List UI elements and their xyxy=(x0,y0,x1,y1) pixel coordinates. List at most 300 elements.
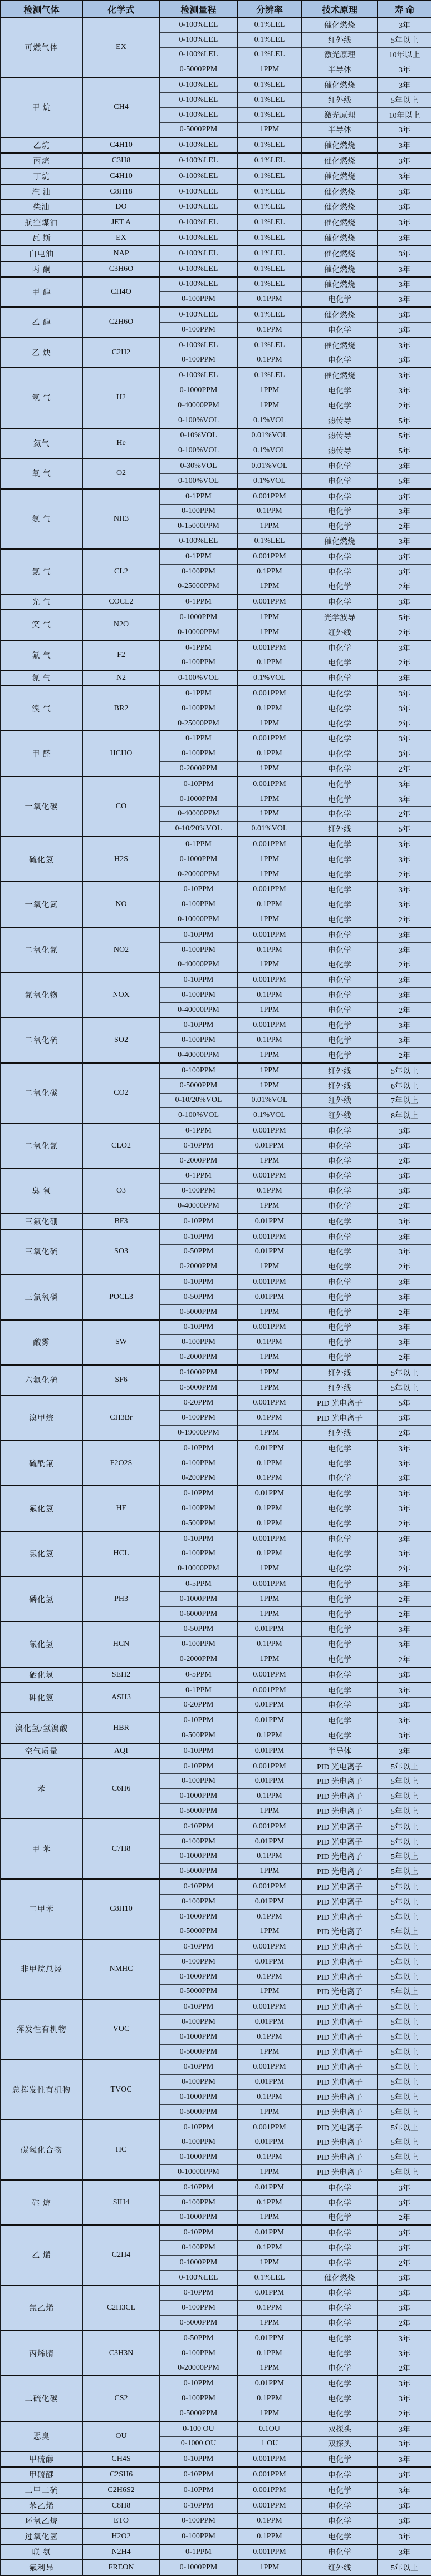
lifespan-cell: 3年 xyxy=(378,746,431,762)
resolution-cell: 0.1PPM xyxy=(237,353,302,368)
principle-cell: 红外线 xyxy=(302,822,378,837)
table-row xyxy=(1,549,431,564)
resolution-cell: 0.001PPM xyxy=(237,2498,302,2514)
table-row xyxy=(1,307,431,322)
lifespan-cell: 5年以上 xyxy=(378,2135,431,2150)
formula-cell: N2H4 xyxy=(82,2544,160,2560)
gas-name-cell: 甲 醇 xyxy=(1,277,82,308)
lifespan-cell: 2年 xyxy=(378,655,431,670)
resolution-cell: 1PPM xyxy=(237,1002,302,1017)
lifespan-cell: 10年以上 xyxy=(378,47,431,62)
range-cell: 0-1PPM xyxy=(160,549,237,564)
formula-cell: POCL3 xyxy=(82,1274,160,1319)
lifespan-cell: 2年 xyxy=(378,716,431,731)
principle-cell: 催化燃烧 xyxy=(302,184,378,200)
formula-cell: HF xyxy=(82,1486,160,1531)
principle-cell: 电化学 xyxy=(302,579,378,594)
range-cell: 0-10000PPM xyxy=(160,625,237,640)
resolution-cell: 1PPM xyxy=(237,1591,302,1606)
gas-name-cell: 三氟化硼 xyxy=(1,1214,82,1229)
lifespan-cell: 2年 xyxy=(378,1591,431,1606)
gas-name-cell: 氯乙烯 xyxy=(1,2286,82,2331)
range-cell: 0-10PPM xyxy=(160,2286,237,2301)
resolution-cell: 0.1%VOL xyxy=(237,443,302,458)
range-cell: 0-1000PPM xyxy=(160,2150,237,2165)
resolution-cell: 0.1%LEL xyxy=(237,169,302,184)
principle-cell: 电化学 xyxy=(302,2483,378,2498)
range-cell: 0-10PPM xyxy=(160,927,237,942)
resolution-cell: 1PPM xyxy=(237,2210,302,2225)
range-cell: 0-5PPM xyxy=(160,1667,237,1683)
range-cell: 0-40000PPM xyxy=(160,398,237,413)
principle-cell: 催化燃烧 xyxy=(302,534,378,549)
principle-cell: 电化学 xyxy=(302,1320,378,1335)
column-header-3: 分辨率 xyxy=(237,1,302,17)
resolution-cell: 0.1PPM xyxy=(237,1546,302,1561)
resolution-cell: 1PPM xyxy=(237,2316,302,2331)
principle-cell: 电化学 xyxy=(302,777,378,792)
gas-name-cell: 砷化氢 xyxy=(1,1683,82,1713)
principle-cell: PID 光电离子 xyxy=(302,2090,378,2105)
resolution-cell: 1PPM xyxy=(237,1078,302,1093)
lifespan-cell: 3年 xyxy=(378,1621,431,1636)
table-row xyxy=(1,594,431,610)
range-cell: 0-6000PPM xyxy=(160,1606,237,1621)
resolution-cell: 1PPM xyxy=(237,792,302,807)
table-row xyxy=(1,1999,431,2014)
range-cell: 0-2000PPM xyxy=(160,1652,237,1667)
resolution-cell: 0.1%LEL xyxy=(237,307,302,322)
resolution-cell: 0.1PPM xyxy=(237,322,302,337)
formula-cell: AQI xyxy=(82,1743,160,1759)
principle-cell: 红外线 xyxy=(302,32,378,47)
lifespan-cell: 3年 xyxy=(378,686,431,701)
resolution-cell: 0.001PPM xyxy=(237,640,302,655)
range-cell: 0-10PPM xyxy=(160,1441,237,1456)
lifespan-cell: 3年 xyxy=(378,1138,431,1153)
resolution-cell: 0.001PPM xyxy=(237,1229,302,1244)
lifespan-cell: 2年 xyxy=(378,1304,431,1319)
principle-cell: 电化学 xyxy=(302,731,378,746)
formula-cell: EX xyxy=(82,230,160,246)
resolution-cell: 0.001PPM xyxy=(237,882,302,897)
lifespan-cell: 3年 xyxy=(378,701,431,716)
resolution-cell: 0.001PPM xyxy=(237,1320,302,1335)
principle-cell: 电化学 xyxy=(302,2180,378,2195)
resolution-cell: 0.1PPM xyxy=(237,2029,302,2044)
range-cell: 0-5000PPM xyxy=(160,1924,237,1939)
resolution-cell: 1PPM xyxy=(237,625,302,640)
resolution-cell: 1PPM xyxy=(237,1864,302,1879)
range-cell: 0-5000PPM xyxy=(160,2406,237,2421)
principle-cell: 电化学 xyxy=(302,852,378,867)
range-cell: 0-25000PPM xyxy=(160,716,237,731)
range-cell: 0-10000PPM xyxy=(160,1561,237,1576)
gas-name-cell: 硫酰氟 xyxy=(1,1441,82,1486)
resolution-cell: 1 OU xyxy=(237,2436,302,2451)
principle-cell: 电化学 xyxy=(302,2346,378,2361)
range-cell: 0-10PPM xyxy=(160,1274,237,1289)
gas-name-cell: 硒化氢 xyxy=(1,1667,82,1683)
table-row xyxy=(1,2560,431,2575)
formula-cell: ETO xyxy=(82,2513,160,2529)
principle-cell: 电化学 xyxy=(302,1123,378,1138)
table-row xyxy=(1,1123,431,1138)
gas-name-cell: 三氧化硫 xyxy=(1,1229,82,1274)
lifespan-cell: 5年 xyxy=(378,443,431,458)
table-row xyxy=(1,1063,431,1078)
principle-cell: 红外线 xyxy=(302,1426,378,1441)
gas-name-cell: 航空煤油 xyxy=(1,215,82,230)
range-cell: 0-100%LEL xyxy=(160,32,237,47)
table-row xyxy=(1,277,431,292)
lifespan-cell: 3年 xyxy=(378,1531,431,1546)
range-cell: 0-2000PPM xyxy=(160,762,237,777)
range-cell: 0-100%LEL xyxy=(160,277,237,292)
principle-cell: 电化学 xyxy=(302,792,378,807)
resolution-cell: 1PPM xyxy=(237,1606,302,1621)
formula-cell: PH3 xyxy=(82,1576,160,1621)
formula-cell: TVOC xyxy=(82,2060,160,2120)
lifespan-cell: 3年 xyxy=(378,292,431,307)
resolution-cell: 1PPM xyxy=(237,122,302,137)
resolution-cell: 0.001PPM xyxy=(237,1274,302,1289)
gas-name-cell: 总挥发性有机物 xyxy=(1,2060,82,2120)
lifespan-cell: 5年以上 xyxy=(378,2060,431,2075)
resolution-cell: 1PPM xyxy=(237,1426,302,1441)
principle-cell: 电化学 xyxy=(302,1637,378,1652)
table-row xyxy=(1,2421,431,2436)
gas-name-cell: 丙 酮 xyxy=(1,261,82,277)
principle-cell: 电化学 xyxy=(302,2210,378,2225)
range-cell: 0-10PPM xyxy=(160,1320,237,1335)
range-cell: 0-10000PPM xyxy=(160,2165,237,2180)
lifespan-cell: 3年 xyxy=(378,1486,431,1501)
principle-cell: 电化学 xyxy=(302,686,378,701)
lifespan-cell: 3年 xyxy=(378,2529,431,2544)
lifespan-cell: 5年以上 xyxy=(378,2029,431,2044)
resolution-cell: 0.01PPM xyxy=(237,2376,302,2391)
principle-cell: 电化学 xyxy=(302,746,378,762)
range-cell: 0-10PPM xyxy=(160,777,237,792)
resolution-cell: 0.01PPM xyxy=(237,1214,302,1229)
lifespan-cell: 3年 xyxy=(378,2331,431,2346)
formula-cell: CH4S xyxy=(82,2451,160,2467)
formula-cell: CLO2 xyxy=(82,1123,160,1168)
table-row xyxy=(1,428,431,443)
formula-cell: NOX xyxy=(82,972,160,1017)
range-cell: 0-100PPM xyxy=(160,2195,237,2210)
range-cell: 0-100%VOL xyxy=(160,473,237,488)
resolution-cell: 0.1PPM xyxy=(237,2090,302,2105)
range-cell: 0-1000PPM xyxy=(160,792,237,807)
resolution-cell: 0.1PPM xyxy=(237,564,302,579)
resolution-cell: 1PPM xyxy=(237,398,302,413)
principle-cell: 电化学 xyxy=(302,1289,378,1304)
principle-cell: 催化燃烧 xyxy=(302,368,378,383)
resolution-cell: 0.001PPM xyxy=(237,1939,302,1954)
principle-cell: PID 光电离子 xyxy=(302,2120,378,2135)
resolution-cell: 0.001PPM xyxy=(237,1396,302,1411)
principle-cell: 红外线 xyxy=(302,1108,378,1123)
lifespan-cell: 5年以上 xyxy=(378,1984,431,1999)
principle-cell: 电化学 xyxy=(302,1561,378,1576)
formula-cell: C7H8 xyxy=(82,1819,160,1879)
range-cell: 0-10/20%VOL xyxy=(160,1093,237,1108)
table-row xyxy=(1,972,431,987)
range-cell: 0-100PPM xyxy=(160,1184,237,1199)
table-row xyxy=(1,2060,431,2075)
lifespan-cell: 5年以上 xyxy=(378,1759,431,1774)
table-row xyxy=(1,1683,431,1698)
resolution-cell: 0.1PPM xyxy=(237,1184,302,1199)
range-cell: 0-20000PPM xyxy=(160,2361,237,2376)
resolution-cell: 0.001PPM xyxy=(237,1576,302,1591)
range-cell: 0-1PPM xyxy=(160,2544,237,2560)
principle-cell: 电化学 xyxy=(302,1698,378,1713)
range-cell: 0-50PPM xyxy=(160,1289,237,1304)
gas-name-cell: 二甲苯 xyxy=(1,1879,82,1939)
formula-cell: SF6 xyxy=(82,1365,160,1396)
table-row xyxy=(1,1486,431,1501)
gas-name-cell: 恶臭 xyxy=(1,2421,82,2452)
resolution-cell: 1PPM xyxy=(237,852,302,867)
principle-cell: 电化学 xyxy=(302,942,378,957)
table-row xyxy=(1,200,431,215)
principle-cell: 电化学 xyxy=(302,1486,378,1501)
formula-cell: BF3 xyxy=(82,1214,160,1229)
range-cell: 0-2000PPM xyxy=(160,1350,237,1365)
principle-cell: 催化燃烧 xyxy=(302,338,378,353)
principle-cell: PID 光电离子 xyxy=(302,1411,378,1426)
principle-cell: PID 光电离子 xyxy=(302,1789,378,1804)
table-row xyxy=(1,77,431,92)
gas-name-cell: 非甲烷总烃 xyxy=(1,1939,82,1999)
principle-cell: PID 光电离子 xyxy=(302,1879,378,1894)
range-cell: 0-100%LEL xyxy=(160,107,237,122)
lifespan-cell: 5年以上 xyxy=(378,2090,431,2105)
principle-cell: 电化学 xyxy=(302,1018,378,1033)
range-cell: 0-1000PPM xyxy=(160,1909,237,1924)
table-row xyxy=(1,2225,431,2240)
resolution-cell: 1PPM xyxy=(237,1048,302,1063)
resolution-cell: 0.1PPM xyxy=(237,1456,302,1471)
gas-name-cell: 磷化氢 xyxy=(1,1576,82,1621)
lifespan-cell: 3年 xyxy=(378,1169,431,1184)
principle-cell: 电化学 xyxy=(302,519,378,534)
formula-cell: CL2 xyxy=(82,549,160,594)
range-cell: 0-100%LEL xyxy=(160,307,237,322)
range-cell: 0-1000PPM xyxy=(160,610,237,625)
table-row xyxy=(1,2467,431,2483)
lifespan-cell: 3年 xyxy=(378,1289,431,1304)
principle-cell: 电化学 xyxy=(302,292,378,307)
lifespan-cell: 3年 xyxy=(378,564,431,579)
table-row xyxy=(1,1939,431,1954)
range-cell: 0-10PPM xyxy=(160,1018,237,1033)
resolution-cell: 1PPM xyxy=(237,912,302,927)
resolution-cell: 0.1%LEL xyxy=(237,47,302,62)
formula-cell: FREON xyxy=(82,2560,160,2575)
lifespan-cell: 3年 xyxy=(378,184,431,200)
resolution-cell: 1PPM xyxy=(237,762,302,777)
gas-name-cell: 六氟化硫 xyxy=(1,1365,82,1396)
formula-cell: C2H6O xyxy=(82,307,160,338)
lifespan-cell: 5年以上 xyxy=(378,1063,431,1078)
resolution-cell: 0.1%LEL xyxy=(237,2270,302,2285)
lifespan-cell: 2年 xyxy=(378,1153,431,1168)
resolution-cell: 0.1PPM xyxy=(237,504,302,519)
lifespan-cell: 5年 xyxy=(378,822,431,837)
principle-cell: 电化学 xyxy=(302,2255,378,2270)
table-row xyxy=(1,640,431,655)
resolution-cell: 1PPM xyxy=(237,1984,302,1999)
table-row xyxy=(1,927,431,942)
lifespan-cell: 3年 xyxy=(378,2225,431,2240)
range-cell: 0-100PPM xyxy=(160,942,237,957)
lifespan-cell: 3年 xyxy=(378,1683,431,1698)
lifespan-cell: 5年以上 xyxy=(378,2165,431,2180)
range-cell: 0-100PPM xyxy=(160,2529,237,2544)
table-row xyxy=(1,2529,431,2544)
lifespan-cell: 3年 xyxy=(378,261,431,277)
lifespan-cell: 3年 xyxy=(378,2436,431,2451)
resolution-cell: 1PPM xyxy=(237,2104,302,2119)
resolution-cell: 0.1%LEL xyxy=(237,17,302,32)
resolution-cell: 0.01PPM xyxy=(237,2180,302,2195)
formula-cell: CO xyxy=(82,777,160,837)
lifespan-cell: 3年 xyxy=(378,1229,431,1244)
lifespan-cell: 2年 xyxy=(378,1652,431,1667)
principle-cell: 电化学 xyxy=(302,383,378,398)
resolution-cell: 0.1%VOL xyxy=(237,1108,302,1123)
range-cell: 0-100%LEL xyxy=(160,200,237,215)
lifespan-cell: 3年 xyxy=(378,1441,431,1456)
lifespan-cell: 3年 xyxy=(378,383,431,398)
gas-name-cell: 溴甲烷 xyxy=(1,1396,82,1441)
lifespan-cell: 5年以上 xyxy=(378,1999,431,2014)
table-row xyxy=(1,2331,431,2346)
lifespan-cell: 3年 xyxy=(378,972,431,987)
formula-cell: ASH3 xyxy=(82,1683,160,1713)
range-cell: 0-10PPM xyxy=(160,2467,237,2483)
principle-cell: 电化学 xyxy=(302,2529,378,2544)
gas-name-cell: 三氯氧磷 xyxy=(1,1274,82,1319)
range-cell: 0-20PPM xyxy=(160,1698,237,1713)
principle-cell: 催化燃烧 xyxy=(302,261,378,277)
range-cell: 0-1PPM xyxy=(160,1169,237,1184)
principle-cell: 催化燃烧 xyxy=(302,230,378,246)
range-cell: 0-100%VOL xyxy=(160,670,237,686)
gas-name-cell: 氯化氢 xyxy=(1,1531,82,1576)
resolution-cell: 1PPM xyxy=(237,867,302,882)
lifespan-cell: 2年 xyxy=(378,1350,431,1365)
resolution-cell: 1PPM xyxy=(237,716,302,731)
range-cell: 0-100%LEL xyxy=(160,47,237,62)
principle-cell: 电化学 xyxy=(302,1335,378,1350)
range-cell: 0-40000PPM xyxy=(160,1048,237,1063)
range-cell: 0-100%LEL xyxy=(160,153,237,169)
table-row xyxy=(1,1879,431,1894)
range-cell: 0-5000PPM xyxy=(160,122,237,137)
principle-cell: 催化燃烧 xyxy=(302,77,378,92)
principle-cell: 催化燃烧 xyxy=(302,2270,378,2285)
lifespan-cell: 2年 xyxy=(378,1516,431,1531)
lifespan-cell: 3年 xyxy=(378,1546,431,1561)
lifespan-cell: 3年 xyxy=(378,792,431,807)
table-row xyxy=(1,1169,431,1184)
lifespan-cell: 3年 xyxy=(378,2513,431,2529)
principle-cell: 双探头 xyxy=(302,2421,378,2436)
principle-cell: 电化学 xyxy=(302,564,378,579)
principle-cell: 电化学 xyxy=(302,1199,378,1214)
lifespan-cell: 2年 xyxy=(378,2361,431,2376)
range-cell: 0-100%LEL xyxy=(160,261,237,277)
principle-cell: 催化燃烧 xyxy=(302,137,378,153)
table-row xyxy=(1,230,431,246)
table-row xyxy=(1,777,431,792)
principle-cell: 电化学 xyxy=(302,1683,378,1698)
range-cell: 0-100%VOL xyxy=(160,443,237,458)
resolution-cell: 0.1PPM xyxy=(237,1969,302,1984)
resolution-cell: 1PPM xyxy=(237,1652,302,1667)
principle-cell: 电化学 xyxy=(302,2544,378,2560)
principle-cell: 红外线 xyxy=(302,92,378,107)
lifespan-cell: 2年 xyxy=(378,762,431,777)
resolution-cell: 0.1PPM xyxy=(237,2513,302,2529)
lifespan-cell: 3年 xyxy=(378,368,431,383)
gas-name-cell: 氮氧化物 xyxy=(1,972,82,1017)
formula-cell: C8H18 xyxy=(82,184,160,200)
principle-cell: 电化学 xyxy=(302,1304,378,1319)
lifespan-cell: 7年以上 xyxy=(378,1093,431,1108)
principle-cell: 电化学 xyxy=(302,1728,378,1743)
principle-cell: 电化学 xyxy=(302,912,378,927)
lifespan-cell: 5年以上 xyxy=(378,1955,431,1970)
table-row xyxy=(1,458,431,473)
principle-cell: 半导体 xyxy=(302,122,378,137)
resolution-cell: 0.001PPM xyxy=(237,1169,302,1184)
table-row xyxy=(1,2483,431,2498)
range-cell: 0-100PPM xyxy=(160,1894,237,1909)
principle-cell: 电化学 xyxy=(302,867,378,882)
principle-cell: 电化学 xyxy=(302,2498,378,2514)
range-cell: 0-10PPM xyxy=(160,1819,237,1834)
formula-cell: JET A xyxy=(82,215,160,230)
range-cell: 0-10PPM xyxy=(160,2225,237,2240)
lifespan-cell: 5年以上 xyxy=(378,1380,431,1395)
range-cell: 0-1000PPM xyxy=(160,383,237,398)
range-cell: 0-1PPM xyxy=(160,640,237,655)
range-cell: 0-100PPM xyxy=(160,2301,237,2316)
lifespan-cell: 5年以上 xyxy=(378,1909,431,1924)
gas-name-cell: 环氧乙烷 xyxy=(1,2513,82,2529)
range-cell: 0-1000PPM xyxy=(160,2029,237,2044)
principle-cell: PID 光电离子 xyxy=(302,2060,378,2075)
range-cell: 0-100%VOL xyxy=(160,1108,237,1123)
formula-cell: F2O2S xyxy=(82,1441,160,1486)
formula-cell: SW xyxy=(82,1320,160,1365)
lifespan-cell: 3年 xyxy=(378,2301,431,2316)
table-row xyxy=(1,2286,431,2301)
lifespan-cell: 3年 xyxy=(378,1335,431,1350)
range-cell: 0-100PPM xyxy=(160,353,237,368)
table-row xyxy=(1,1531,431,1546)
formula-cell: N2 xyxy=(82,670,160,686)
lifespan-cell: 3年 xyxy=(378,882,431,897)
table-row xyxy=(1,1214,431,1229)
range-cell: 0-1000PPM xyxy=(160,2255,237,2270)
